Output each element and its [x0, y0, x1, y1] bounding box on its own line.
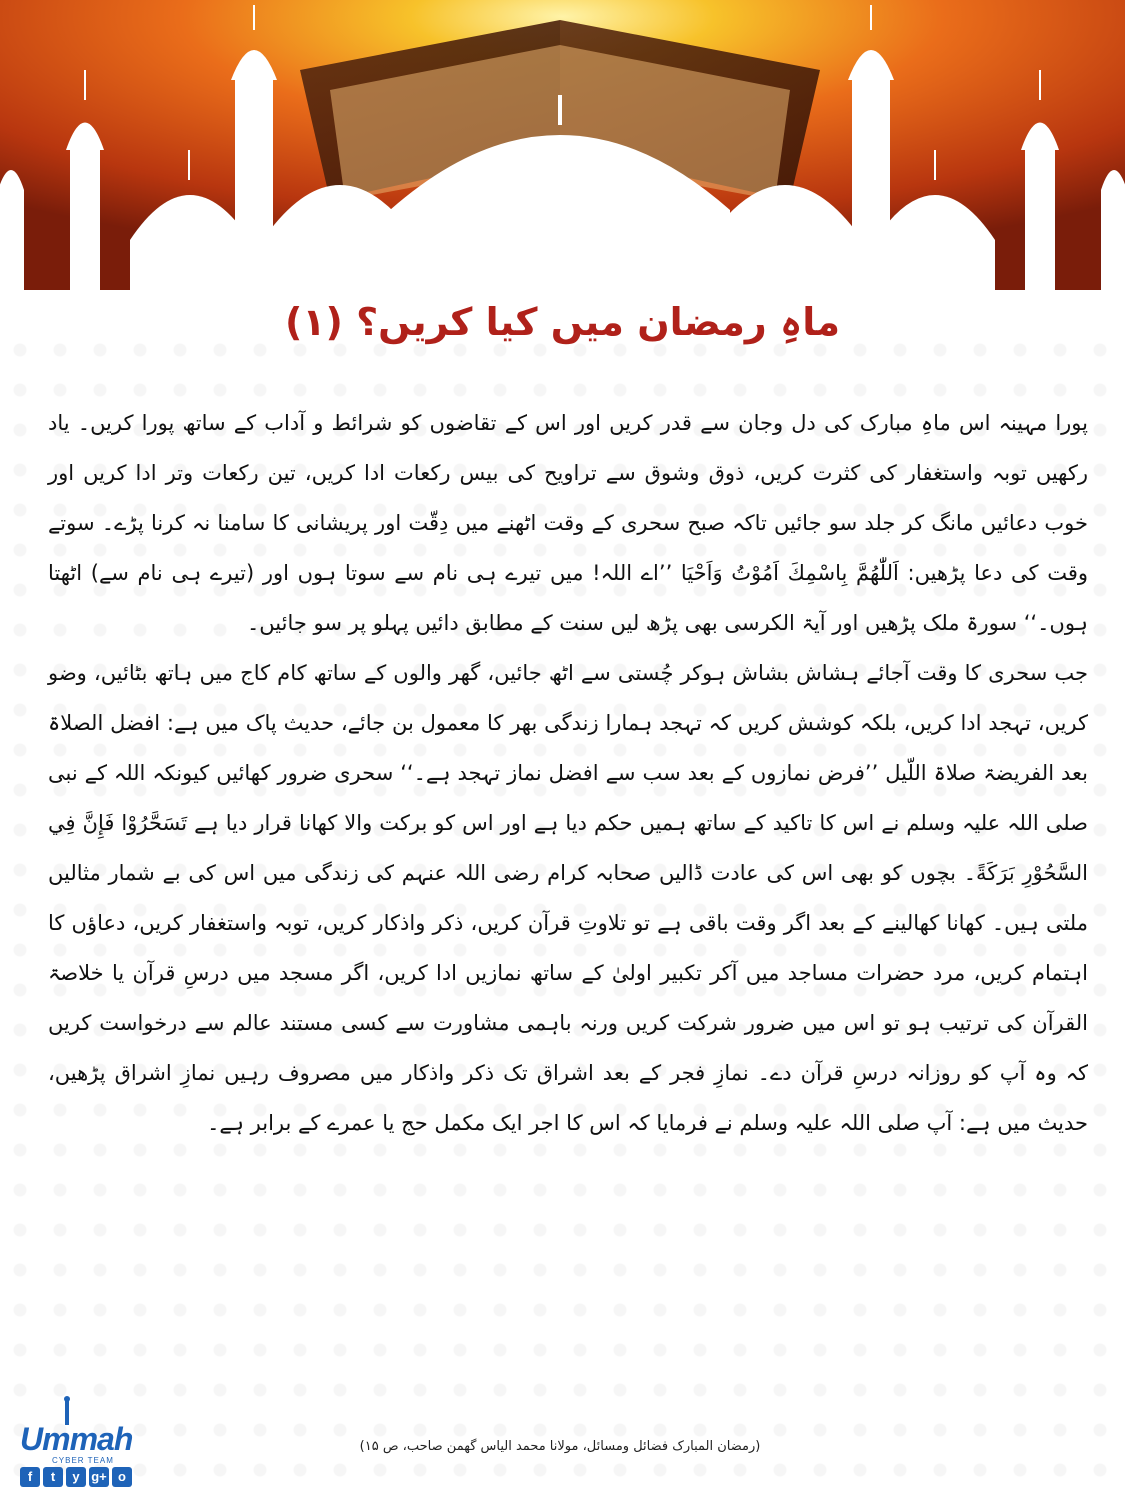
paragraph: جب سحری کا وقت آجائے ہشاش بشاش ہوکر چُستی سے اٹھ جائیں، گھر والوں کے ساتھ کام کاج میں ہاتھ بٹائیں، وضو کریں، تہجد ادا کریں، بلکہ کوشش کریں کہ تہجد ہمارا زندگی بھر کا معمول بن جائے، حدیث پاک میں ہے: افضل الصلاۃ بعد الفریضۃ صلاۃ اللّیل ’’فرض نمازوں کے بعد سب سے افضل نماز تہجد ہے۔‘‘ سحری ضرور کھائیں کیونکہ اللہ کے نبی صلی اللہ علیہ وسلم نے اس کا تاکید کے ساتھ ہمیں حکم دیا ہے اور اس کو برکت والا کھانا قرار دیا ہے تَسَحَّرُوْا فَإِنَّ فِي السَّحُوْرِ بَرَكَةً۔ بچوں کو بھی اس کی عادت ڈالیں صحابہ کرام رضی اللہ عنہم کی زندگی میں اس کی بے شمار مثالیں ملتی ہیں۔ کھانا کھالینے کے بعد اگر وقت باقی ہے تو تلاوتِ قرآن کریں، ذکر واذکار کریں، توبہ واستغفار کریں، دعاؤں کا اہتمام کریں، مرد حضرات مساجد میں آکر تکبیر اولیٰ کے ساتھ نمازیں ادا کریں، اگر مسجد میں درسِ قرآن یا خلاصۃ القرآن کی ترتیب ہو تو اس میں ضرور شرکت کریں ورنہ باہمی مشاورت سے کسی مستند عالم سے درخواست کریں کہ وہ آپ کو روزانہ درسِ قرآن دے۔ نمازِ فجر کے بعد اشراق تک ذکر واذکار میں مصروف رہیں نمازِ اشراق پڑھیں، حدیث میں ہے: آپ صلی اللہ علیہ وسلم نے فرمایا کہ اس کا اجر ایک مکمل حج یا عمرے کے برابر ہے۔	[48, 661, 1088, 1135]
instagram-icon[interactable]: o	[112, 1467, 132, 1487]
article-body	[48, 398, 1088, 1148]
logo-name: Ummah	[20, 1421, 133, 1457]
twitter-icon[interactable]: t	[43, 1467, 63, 1487]
youtube-icon[interactable]: y	[66, 1467, 86, 1487]
paragraph: پورا مہینہ اس ماہِ مبارک کی دل وجان سے قدر کریں اور اس کے تقاضوں کو شرائط و آداب کے ساتھ پورا کریں۔ یاد رکھیں توبہ واستغفار کی کثرت کریں، ذوق وشوق سے تراویح کی بیس رکعات ادا کریں، تین رکعات وتر ادا کریں اور خوب دعائیں مانگ کر جلد سو جائیں تاکہ صبح سحری کے وقت اٹھنے میں دِقّت اور پریشانی کا سامنا نہ کرنا پڑے۔ سوتے وقت کی دعا پڑھیں: اَللّٰھُمَّ بِاسْمِكَ اَمُوْتُ وَاَحْیَا ’’اے اللہ! میں تیرے ہی نام سے سوتا ہوں اور (تیرے ہی نام سے) اٹھتا ہوں۔‘‘ سورۃ ملک پڑھیں اور آیۃ الکرسی بھی پڑھ لیں سنت کے مطابق دائیں پہلو پر سو جائیں۔	[48, 411, 1088, 635]
ummah-logo	[14, 1395, 154, 1490]
source-citation: (رمضان المبارک فضائل ومسائل، مولانا محمد الیاس گھمن صاحب، ص ۱۵)	[359, 1439, 761, 1454]
logo-subtitle: CYBER TEAM	[52, 1456, 114, 1465]
social-icons	[20, 1467, 132, 1487]
google-plus-icon[interactable]: g+	[89, 1467, 109, 1487]
mosque-banner-image	[0, 0, 1125, 330]
page-title: ماہِ رمضان میں کیا کریں؟ (۱)	[284, 300, 841, 344]
facebook-icon[interactable]: f	[20, 1467, 40, 1487]
